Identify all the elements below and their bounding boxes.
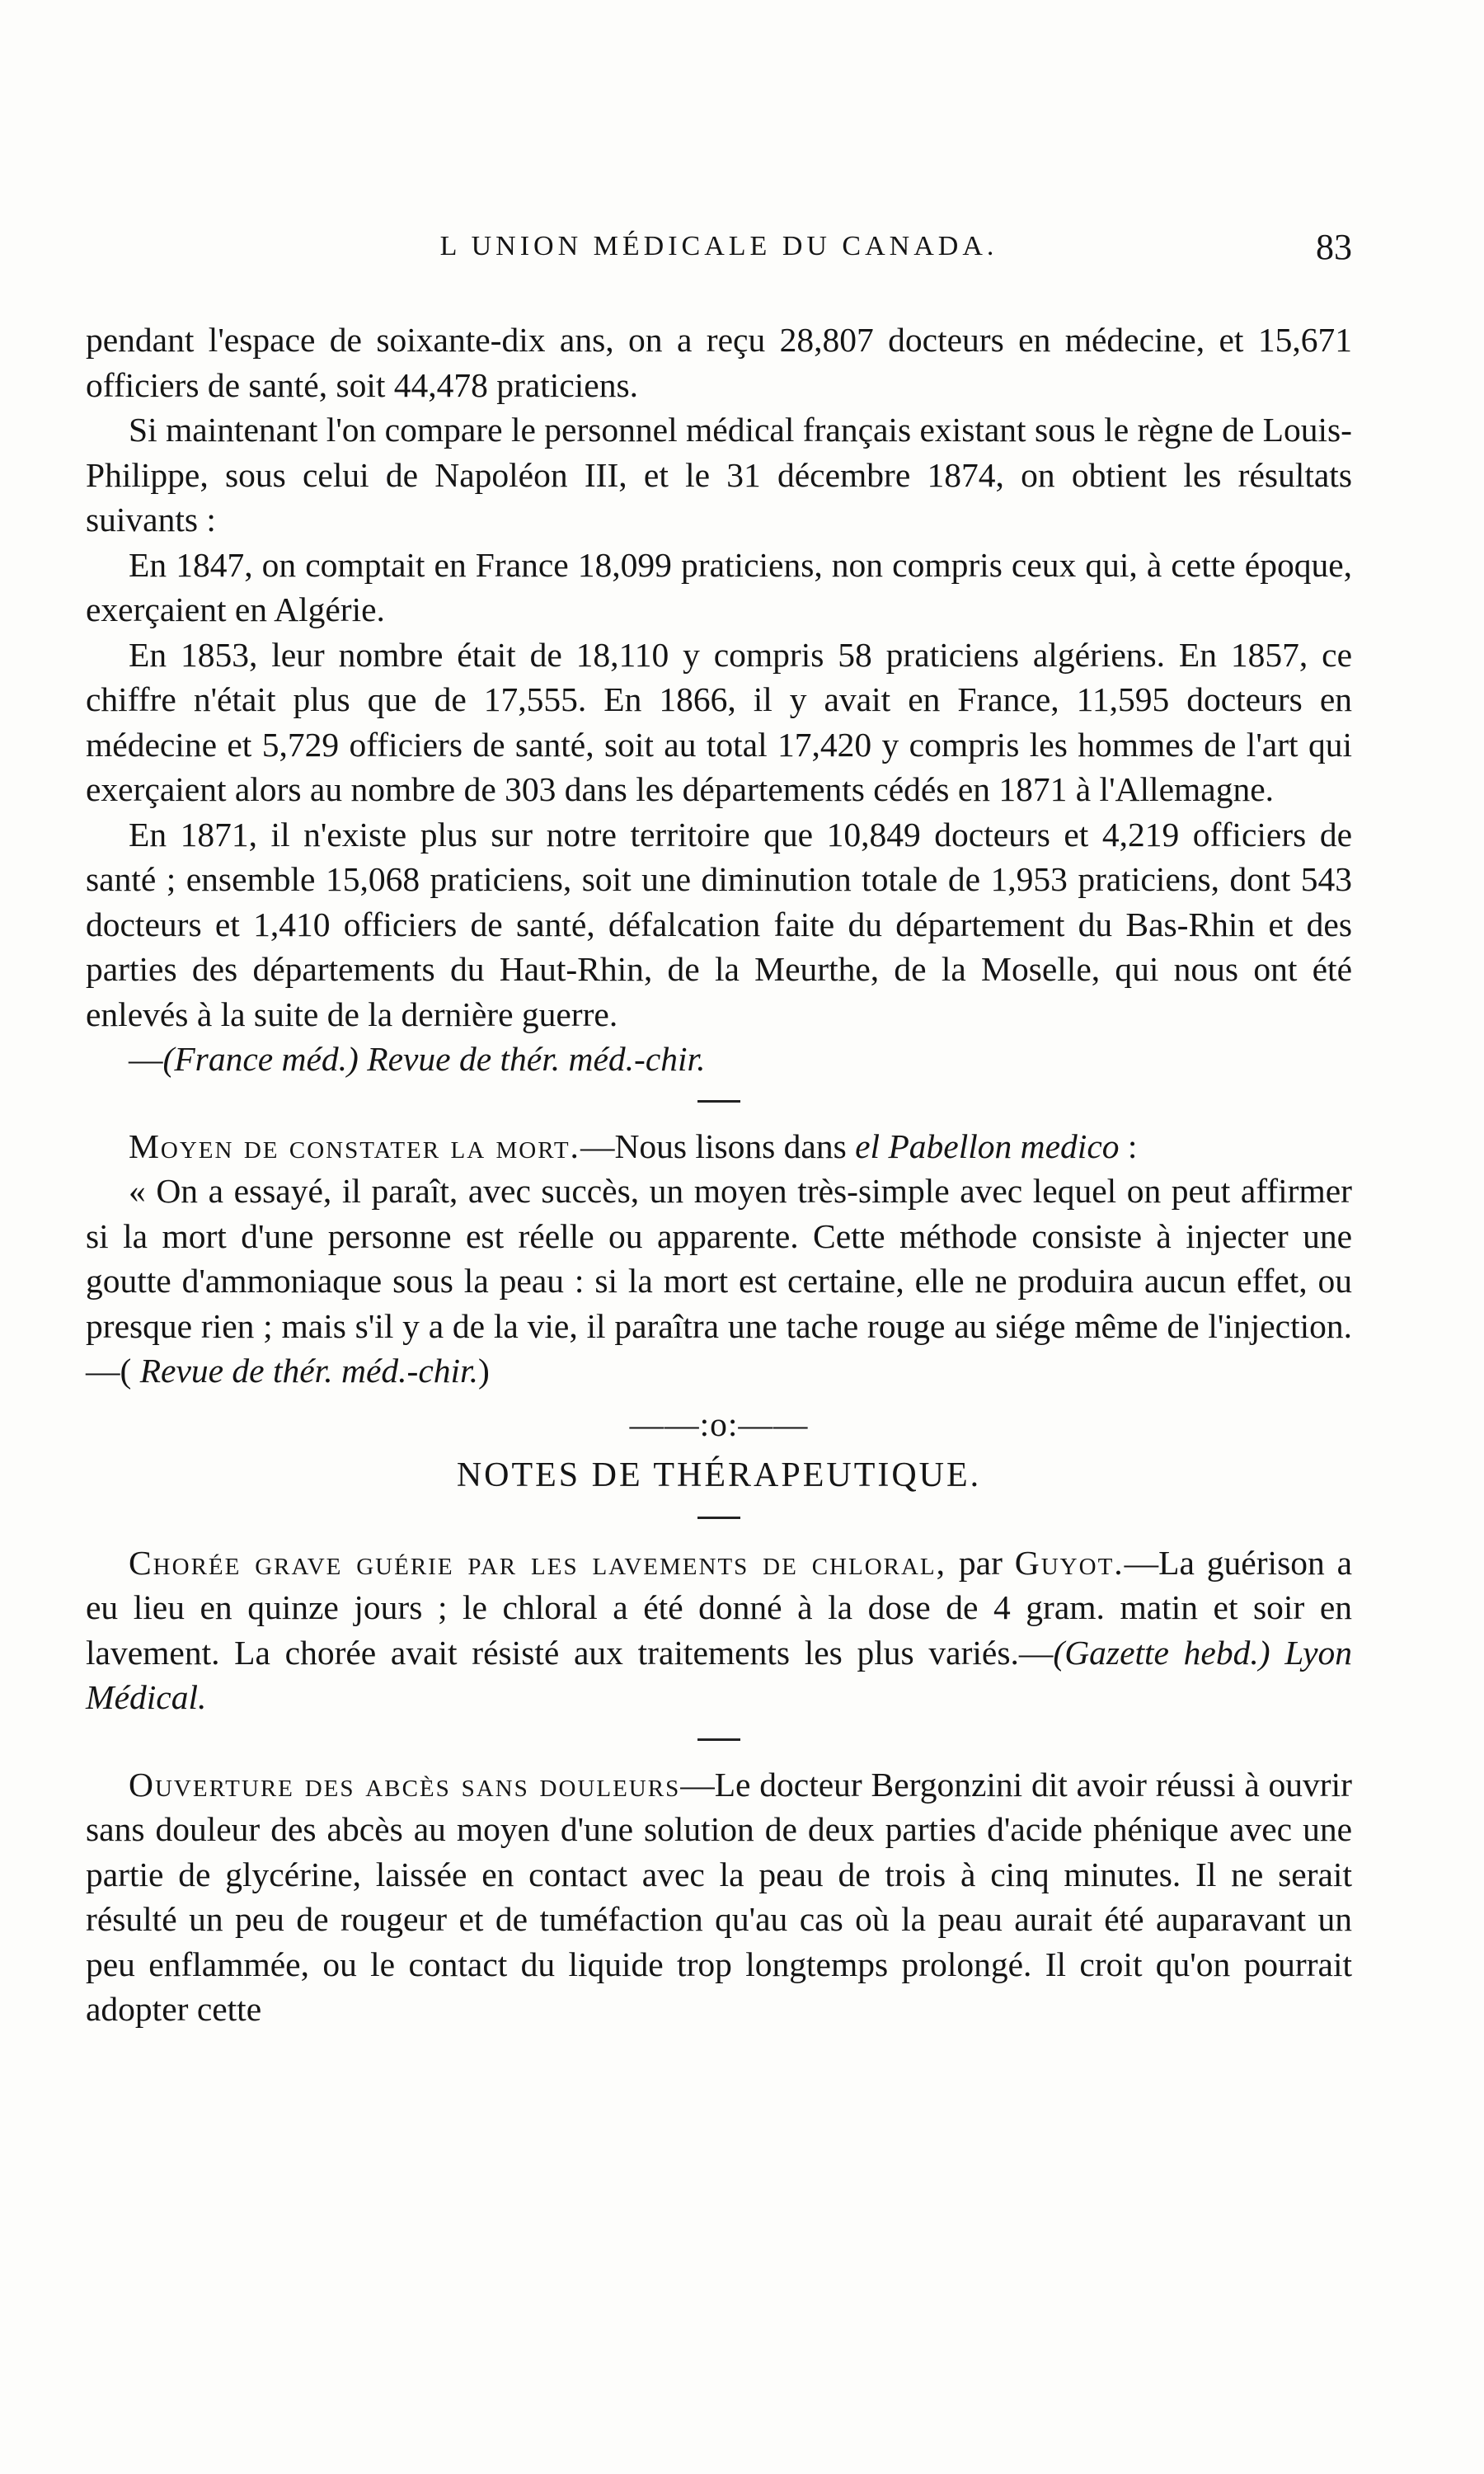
source-citation (86, 1037, 1352, 1082)
article-chorea (86, 1540, 1352, 1720)
article-chorea-author: Guyot. (1014, 1543, 1125, 1582)
article-abscess-title: Ouverture des abcès sans douleurs (129, 1765, 681, 1804)
citation-dash: — (129, 1040, 163, 1078)
paragraph-statistics-2: Si maintenant l'on compare le personnel médical français existant sous le règne de Louis-Philippe, sous celui de Napoléon III, et le 31 décembre 1874, on obtient les résultats suivants : (86, 411, 1352, 539)
running-title: L UNION MÉDICALE DU CANADA. (439, 231, 998, 261)
article-death-lead-colon: : (1119, 1126, 1138, 1165)
article-death-quote-close: ) (477, 1352, 490, 1390)
section-separator: ——:o:—— (629, 1404, 809, 1443)
article-death-lead (86, 1124, 1352, 1169)
short-rule (697, 1517, 740, 1519)
article-death-title: Moyen de constater la mort. (129, 1126, 580, 1165)
paragraph-statistics-4: En 1853, leur nombre était de 18,110 y compris 58 praticiens algériens. En 1857, ce chiffre n'était plus que de 17,555. En 1866, il y avait en France, 11,595 docteurs en médecine et 5,729 officiers de santé, soit au total 17,420 y compris les hommes de l'art qui exerçaient alors au nombre de 303 dans les départements cédés en 1871 à l'Allemagne. (86, 635, 1352, 808)
article-chorea-title: Chorée grave guérie par les lavements de chloral, (129, 1543, 947, 1582)
article-death-lead-text: —Nous lisons dans (580, 1126, 856, 1165)
article-death-quote (86, 1169, 1352, 1394)
article-chorea-text: —La guérison a eu lieu en quinze jours ; le chloral a été donné à la dose de 4 gram. matin et soir en lavement. La chorée avait résisté aux traitements les plus variés.— (86, 1543, 1353, 1672)
article-abscess-text: —Le docteur Bergonzini dit avoir réussi à ouvrir sans douleur des abcès au moyen d'une solution de deux parties d'acide phénique avec une partie de glycérine, laissée en contact avec la peau de trois à cinq minutes. Il ne serait résulté un peu de rougeur et de tuméfaction qu'au cas où la peau aurait été auparavant un peu enflammée, ou le contact du liquide trop longtemps prolongé. Il croit qu'on pourrait adopter cette (86, 1765, 1352, 2028)
running-head (86, 223, 1352, 272)
article-abscess (86, 1762, 1352, 2032)
article-chorea-source: (Gazette hebd.) Lyon Médical. (86, 1633, 1352, 1716)
article-death-quote-text: « On a essayé, il paraît, avec succès, un moyen très-simple avec lequel on peut affirmer si la mort d'une personne est réelle ou apparente. Cette méthode consiste à injecter une goutte d'ammoniaque sous la peau : si la mort est certaine, elle ne produira aucun effet, ou presque rien ; mais s'il y a de la vie, il paraîtra une tache rouge au siége même de l'injection.—( (86, 1172, 1352, 1390)
article-death-lead-source: el Pabellon medico (855, 1126, 1120, 1165)
text-column (86, 317, 1352, 2032)
paragraph-statistics-3: En 1847, on comptait en France 18,099 praticiens, non compris ceux qui, à cette époque, exerçaient en Algérie. (86, 545, 1352, 628)
article-death-quote-source: Revue de thér. méd.-chir. (139, 1352, 478, 1390)
section-title: NOTES DE THÉRAPEUTIQUE. (456, 1456, 982, 1494)
short-rule (697, 1100, 740, 1103)
page-number: 83 (1316, 227, 1352, 267)
short-rule (697, 1738, 740, 1741)
citation-source: (France méd.) Revue de thér. méd.-chir. (162, 1040, 706, 1078)
article-chorea-by: par (946, 1543, 1015, 1582)
paragraph-statistics-1: pendant l'espace de soixante-dix ans, on a reçu 28,807 docteurs en médecine, et 15,671 officiers de santé, soit 44,478 praticiens. (86, 321, 1352, 404)
paragraph-statistics-5: En 1871, il n'existe plus sur notre territoire que 10,849 docteurs et 4,219 officiers de santé ; ensemble 15,068 praticiens, soit une diminution totale de 1,953 praticiens, dont 543 docteurs et 1,410 officiers de santé, défalcation faite du département du Bas-Rhin et des parties des départements du Haut-Rhin, de la Meurthe, de la Moselle, qui nous ont été enlevés à la suite de la dernière guerre. (86, 815, 1352, 1033)
